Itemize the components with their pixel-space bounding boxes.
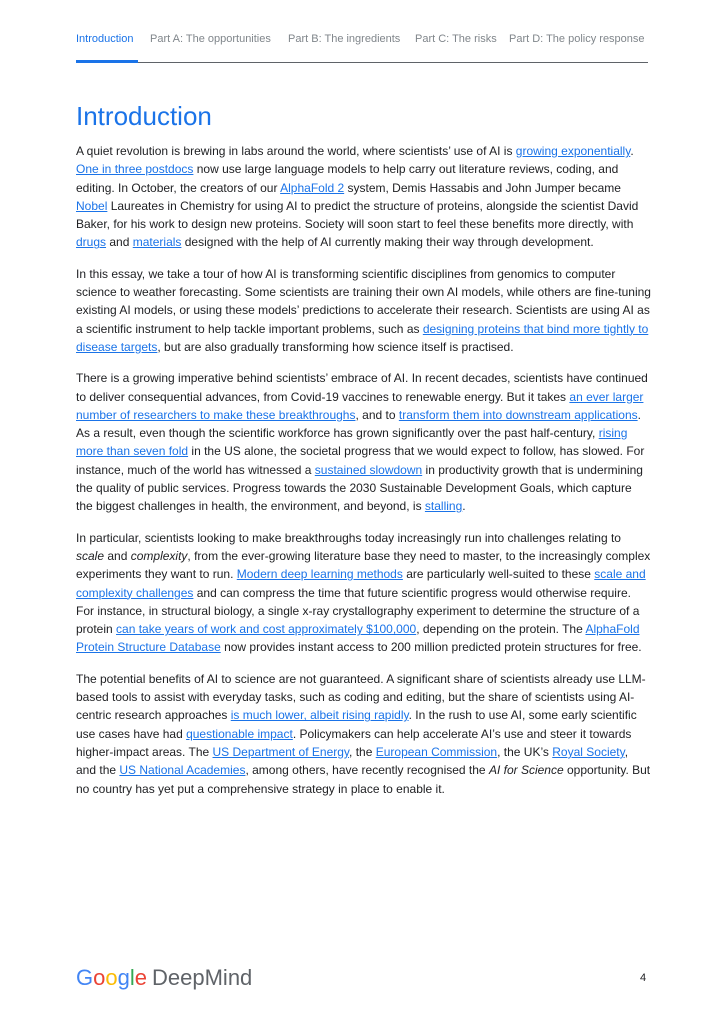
text: . <box>462 499 466 514</box>
text: in productivity growth that is undermining the quality of public services. Progress towards the 2030 Sustainable Development Goals, which capture the biggest challenges in health, the environment, and beyond, is <box>76 462 643 514</box>
emphasis-complexity: complexity <box>130 548 188 563</box>
emphasis-scale: scale <box>76 548 105 563</box>
text: . Policymakers can help accelerate AI’s use and steer it towards higher-impact areas. The <box>76 726 632 759</box>
active-tab-indicator <box>76 60 138 63</box>
link-sustained-slowdown[interactable]: sustained slowdown <box>314 462 423 477</box>
text: designed with the help of AI currently making their way through development. <box>181 235 594 250</box>
text: , the <box>349 744 376 759</box>
link-seven-fold[interactable]: rising more than seven fold <box>76 426 628 459</box>
link-nobel[interactable]: Nobel <box>76 198 108 213</box>
text: now provides instant access to 200 million predicted protein structures for free. <box>220 640 642 655</box>
text: Laureates in Chemistry for using AI to predict the structure of proteins, alongside the scientist David Baker, for his work to design new proteins. Society will soon start to feel these benefits more directly, with <box>76 198 639 232</box>
text: and can compress the time that future scientific progress would otherwise require. For instance, in structural biology, a single x-ray crystallography experiment to determine the structure of a protein <box>76 585 640 637</box>
link-materials[interactable]: materials <box>132 235 182 250</box>
text: , among others, have recently recognised the <box>245 763 489 778</box>
link-one-in-three-postdocs[interactable]: One in three postdocs <box>76 162 194 177</box>
text: , and to <box>355 407 399 422</box>
link-larger-number-of-researchers[interactable]: an ever larger number of researchers to make these breakthroughs <box>76 389 644 422</box>
link-us-department-of-energy[interactable]: US Department of Energy <box>212 744 350 759</box>
link-much-lower[interactable]: is much lower, albeit rising rapidly <box>230 708 409 723</box>
text: and <box>104 548 131 563</box>
paragraph-3 <box>76 369 651 515</box>
link-stalling[interactable]: stalling <box>424 499 463 514</box>
text: system, Demis Hassabis and John Jumper became <box>344 180 621 195</box>
text: now use large language models to help carry out literature reviews, coding, and editing. In October, the creators of our <box>76 162 619 195</box>
text: are particularly well-suited to these <box>402 567 595 582</box>
link-designing-proteins[interactable]: designing proteins that bind more tightly to disease targets <box>76 321 649 354</box>
text: , from the ever-growing literature base they need to master, to the increasingly complex experiments they want to run. <box>76 548 651 582</box>
text: , the UK’s <box>497 744 553 759</box>
link-scale-complexity-challenges[interactable]: scale and complexity challenges <box>76 567 646 600</box>
logo-letter: g <box>117 965 130 990</box>
text: , but are also gradually transforming how science itself is practised. <box>157 339 514 354</box>
paragraph-1 <box>76 142 651 252</box>
page-number: 4 <box>640 972 647 984</box>
section-navigation <box>76 31 648 63</box>
text: In this essay, we take a tour of how AI is transforming scientific disciplines from genomics to computer science to weather forecasting. Some scientists are training their own AI models, while others are fine-tuning existing AI models, or using these models’ predictions to accelerate their research. Scientists are using AI as a scientific instrument to help tackle important problems, such as <box>76 266 651 336</box>
text: and <box>106 235 133 250</box>
tab-part-d[interactable]: Part D: The policy response <box>509 33 645 45</box>
link-drugs[interactable]: drugs <box>76 235 107 250</box>
page-title: Introduction <box>76 101 212 131</box>
link-growing-exponentially[interactable]: growing exponentially <box>515 144 631 158</box>
emphasis-ai-for-science: AI for Science <box>488 763 564 778</box>
link-years-of-work[interactable]: can take years of work and cost approximately $100,000 <box>116 622 417 637</box>
tab-introduction[interactable]: Introduction <box>76 33 134 45</box>
link-downstream-applications[interactable]: transform them into downstream applications <box>398 407 638 422</box>
text: There is a growing imperative behind scientists’ embrace of AI. In recent decades, scientists have continued to deliver consequential advances, from Covid-19 vaccines to renewable energy. But it takes <box>76 371 648 404</box>
paragraph-4 <box>76 529 651 657</box>
link-questionable-impact[interactable]: questionable impact <box>186 726 293 741</box>
tab-part-a[interactable]: Part A: The opportunities <box>150 33 271 45</box>
tab-part-c[interactable]: Part C: The risks <box>415 33 497 45</box>
text: , and the <box>76 744 629 778</box>
text: , depending on the protein. The <box>416 622 586 637</box>
text: . In the rush to use AI, some early scientific use cases have had <box>76 708 637 741</box>
paragraph-5 <box>76 670 651 798</box>
article-body <box>76 142 651 811</box>
logo-letter: l <box>129 965 135 990</box>
logo-deepmind-text: DeepMind <box>152 965 253 990</box>
link-alphafold-database[interactable]: AlphaFold Protein Structure Database <box>76 622 640 655</box>
link-deep-learning-methods[interactable]: Modern deep learning methods <box>236 567 403 582</box>
text: opportunity. But no country has yet put a comprehensive strategy in place to enable it. <box>76 763 651 796</box>
link-alphafold-2[interactable]: AlphaFold 2 <box>280 180 345 195</box>
link-us-national-academies[interactable]: US National Academies <box>119 763 246 778</box>
text: . As a result, even though the scientific workforce has grown significantly over the past half-century, <box>76 407 641 441</box>
text: The potential benefits of AI to science are not guaranteed. A significant share of scientists already use LLM-based tools to assist with everyday tasks, such as coding and editing, but the share of scientists using AI-centric research approaches <box>76 671 646 723</box>
logo-letter: o <box>105 965 118 990</box>
paragraph-2 <box>76 265 651 356</box>
google-deepmind-logo <box>76 964 252 992</box>
link-royal-society[interactable]: Royal Society <box>552 744 625 759</box>
text: . <box>630 144 634 158</box>
logo-letter: e <box>134 965 148 990</box>
text: A quiet revolution is brewing in labs around the world, where scientists’ use of AI is <box>76 144 516 158</box>
logo-letter: G <box>76 965 94 990</box>
text: in the US alone, the societal progress that we would expect to follow, has slowed. For instance, much of the world has witnessed a <box>76 444 645 477</box>
link-european-commission[interactable]: European Commission <box>375 744 498 759</box>
logo-letter: o <box>93 965 106 990</box>
text: In particular, scientists looking to make breakthroughs today increasingly run into challenges relating to <box>76 530 621 545</box>
tab-part-b[interactable]: Part B: The ingredients <box>288 33 401 45</box>
